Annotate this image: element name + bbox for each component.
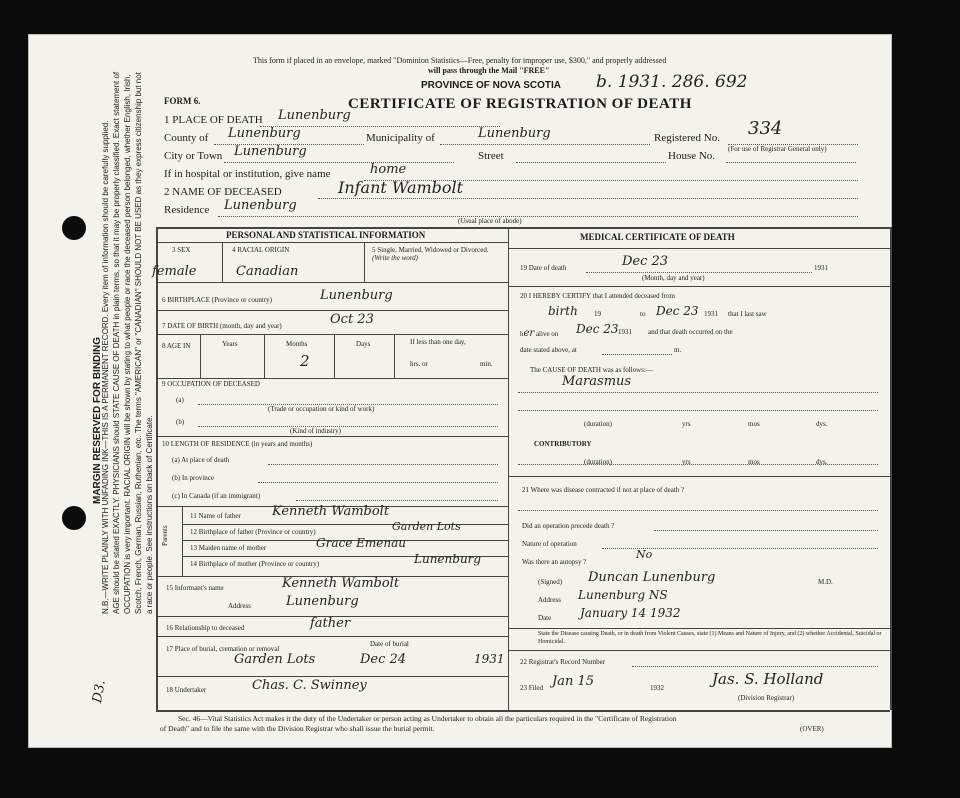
certify-label: 20 I HEREBY CERTIFY that I attended deceased from <box>520 292 675 300</box>
disease-label: 21 Where was disease contracted if not at place of death ? <box>522 486 685 494</box>
filed-date: Jan 15 <box>552 674 595 689</box>
dob-value: Oct 23 <box>330 312 374 327</box>
margin-text: a race or people. See instructions on back of Certificate. <box>145 415 154 614</box>
alive-date: Dec 23 <box>576 322 619 336</box>
handwritten-number: b. 1931. 286. 692 <box>596 72 748 92</box>
registrar-note: (Division Registrar) <box>738 694 795 702</box>
length-residence-label: 10 LENGTH OF RESIDENCE (in years and months) <box>162 440 313 448</box>
nature-label: Nature of operation <box>522 540 577 548</box>
certificate-title: CERTIFICATE OF REGISTRATION OF DEATH <box>348 96 692 112</box>
signed-label: (Signed) <box>538 578 563 586</box>
md-label: M.D. <box>818 578 833 586</box>
burial-place-value: Garden Lots <box>234 652 316 667</box>
last-saw-label: that I last saw <box>728 310 767 318</box>
occ-b-label: (b) <box>176 418 185 426</box>
signed-date-label: Date <box>538 614 552 622</box>
birthplace-label: 6 BIRTHPLACE (Province or country) <box>162 296 273 304</box>
notice-line: will pass through the Mail "FREE" <box>428 66 550 75</box>
mos-label: mos <box>748 420 760 428</box>
signed-date-value: January 14 1932 <box>580 606 681 620</box>
res-a-label: (a) At place of death <box>172 456 230 464</box>
hospital-value: home <box>370 162 407 177</box>
date-of-death-label: 19 Date of death <box>520 264 567 272</box>
relationship-label: 16 Relationship to deceased <box>166 624 245 632</box>
registrar-note: (For use of Registrar General only) <box>728 145 827 153</box>
from-year-label: 19 <box>594 310 601 318</box>
burial-year-value: 1931 <box>474 652 505 666</box>
hrs-label: hrs. or <box>410 360 428 368</box>
registered-value: 334 <box>748 118 783 139</box>
mos-label: mos <box>748 458 760 466</box>
occ-b-note: (Kind of industry) <box>290 427 341 435</box>
date-of-death-year: 1931 <box>814 264 828 272</box>
footer-text: Sec. 46—Vital Statistics Act makes it the duty of the Undertaker or person acting as Undertaker to obtain all the particulars required in the "Certificate of Registration <box>178 714 677 723</box>
place-of-death-value: Lunenburg <box>278 108 351 123</box>
min-label: min. <box>480 360 493 368</box>
occ-a-note: (Trade or occupation or kind of work) <box>268 405 375 413</box>
operation-label: Did an operation precede death ? <box>522 522 615 530</box>
dob-label: 7 DATE OF BIRTH (month, day and year) <box>162 322 282 330</box>
attended-from: birth <box>548 304 578 318</box>
father-birthplace-label: 12 Birthplace of father (Province or country) <box>190 528 316 536</box>
duration-label: (duration) <box>584 458 612 466</box>
relationship-value: father <box>310 616 351 631</box>
occurred-label: and that death occurred on the <box>648 328 733 336</box>
days-label: Days <box>356 340 371 348</box>
margin-text: OCCUPATION is very important. RACIAL ORIGIN will be shown by stating to what people or race the deceased person belonged, whether English, Irish, <box>123 74 132 614</box>
filed-label: 23 Filed <box>520 684 544 692</box>
municipality-label: Municipality of <box>366 132 435 144</box>
burial-date-value: Dec 24 <box>360 652 407 667</box>
address-label: Address <box>538 596 561 604</box>
margin-text: Scotch, French, German, Russian, Ruthenian, etc. The terms "AMERICAN" or "CANADIAN" SHOULD NOT BE USED as they express citizenship but not <box>134 72 143 614</box>
county-label: County of <box>164 132 209 144</box>
less-day-label: If less than one day, <box>410 338 466 346</box>
alive-year: 1931 <box>618 328 632 336</box>
county-value: Lunenburg <box>228 126 301 141</box>
cause-label: The CAUSE OF DEATH was as follows:— <box>530 366 653 374</box>
years-label: Years <box>222 340 238 348</box>
father-label: 11 Name of father <box>190 512 241 520</box>
racial-label: 4 RACIAL ORIGIN <box>232 246 290 254</box>
city-label: City or Town <box>164 150 223 162</box>
autopsy-label: Was there an autopsy ? <box>522 558 587 566</box>
mother-birthplace-label: 14 Birthplace of mother (Province or country) <box>190 560 320 568</box>
to-label: to <box>640 310 646 318</box>
sex-label: 3 SEX <box>172 246 191 254</box>
birthplace-value: Lunenburg <box>320 288 393 303</box>
signed-value: Duncan Lunenburg <box>588 570 716 585</box>
margin-handwriting: D3. <box>90 678 109 705</box>
margin-text: AGE should be stated EXACTLY. PHYSICIANS should STATE CAUSE OF DEATH in plain terms, so that it may be properly classified. Exact statement of <box>112 71 121 614</box>
margin-heading: MARGIN RESERVED FOR BINDING <box>92 336 103 504</box>
margin-text: N.B.—WRITE PLAINLY WITH UNFADING INK—THIS IS A PERMANENT RECORD. Every item of information should be carefully supplied. <box>101 120 110 614</box>
alive-line: her alive on <box>520 328 559 339</box>
place-of-death-label: 1 PLACE OF DEATH <box>164 114 263 126</box>
res-c-label: (c) In Canada (if an immigrant) <box>172 492 261 500</box>
residence-note: (Usual place of abode) <box>458 217 522 225</box>
m-label: m. <box>674 346 682 354</box>
parents-label: Parents <box>161 525 169 546</box>
occ-a-label: (a) <box>176 396 184 404</box>
street-label: Street <box>478 150 504 162</box>
registrar-signature: Jas. S. Holland <box>712 670 824 688</box>
address-value: Lunenburg NS <box>578 588 668 602</box>
certificate-paper <box>28 34 892 748</box>
city-value: Lunenburg <box>234 144 307 159</box>
occupation-label: 9 OCCUPATION OF DECEASED <box>162 380 260 388</box>
attended-to: Dec 23 <box>656 304 699 318</box>
house-label: House No. <box>668 150 716 162</box>
deceased-name: Infant Wambolt <box>338 178 464 197</box>
months-value: 2 <box>300 352 310 370</box>
age-label: 8 AGE IN <box>162 342 191 350</box>
personal-heading: PERSONAL AND STATISTICAL INFORMATION <box>226 230 426 240</box>
municipality-value: Lunenburg <box>478 126 551 141</box>
informant-address-label: Address <box>228 602 251 610</box>
mother-birthplace-value: Lunenburg <box>414 552 482 566</box>
dys-label: dys. <box>816 458 828 466</box>
hospital-label: If in hospital or institution, give name <box>164 168 331 180</box>
registered-label: Registered No. <box>654 132 720 144</box>
binding-hole <box>62 506 86 530</box>
residence-label: Residence <box>164 204 210 216</box>
yrs-label: yrs <box>682 420 691 428</box>
medical-heading: MEDICAL CERTIFICATE OF DEATH <box>580 232 735 242</box>
months-label: Months <box>286 340 308 348</box>
res-b-label: (b) In province <box>172 474 214 482</box>
footer-text: of Death" and to file the same with the Division Registrar who shall issue the burial permit. <box>160 724 435 733</box>
informant-label: 15 Informant's name <box>166 584 224 592</box>
racial-value: Canadian <box>236 264 299 279</box>
burial-label: 17 Place of burial, cremation or removal <box>166 645 280 653</box>
binding-hole <box>62 216 86 240</box>
dys-label: dys. <box>816 420 828 428</box>
cause-value: Marasmus <box>562 374 632 389</box>
informant-address-value: Lunenburg <box>286 594 359 609</box>
undertaker-label: 18 Undertaker <box>166 686 207 694</box>
duration-label: (duration) <box>584 420 612 428</box>
date-stated-label: date stated above, at <box>520 346 577 354</box>
over-label: (OVER) <box>800 725 824 733</box>
undertaker-value: Chas. C. Swinney <box>252 678 367 693</box>
mother-label: 13 Maiden name of mother <box>190 544 267 552</box>
form-number: FORM 6. <box>164 96 201 106</box>
autopsy-value: No <box>636 548 653 561</box>
yrs-label: yrs <box>682 458 691 466</box>
notice-line: This form if placed in an envelope, marked "Dominion Statistics—Free, penalty for improper use, $300," and properly addressed <box>253 56 667 65</box>
status-label: 5 Single, Married, Widowed or Divorced. (Write the word) <box>372 246 489 262</box>
father-value: Kenneth Wambolt <box>272 504 390 519</box>
violent-note: State the Disease causing Death, or in death from Violent Causes, state (1) Means and Nature of Injury, and (2) whether Accidental, Suicidal or Homicidal. <box>538 631 882 645</box>
burial-date-label: Date of burial <box>370 640 409 648</box>
attended-to-year: 1931 <box>704 310 718 318</box>
father-birthplace-value: Garden Lots <box>392 520 461 533</box>
informant-value: Kenneth Wambolt <box>282 576 400 591</box>
name-label: 2 NAME OF DECEASED <box>164 186 282 198</box>
residence-value: Lunenburg <box>224 198 297 213</box>
contributory-label: CONTRIBUTORY <box>534 440 592 448</box>
province-label: PROVINCE OF NOVA SCOTIA <box>421 80 562 91</box>
filed-year: 1932 <box>650 684 664 692</box>
mother-value: Grace Emenau <box>316 536 406 550</box>
date-of-death-value: Dec 23 <box>622 254 669 269</box>
sex-value: female <box>152 264 197 279</box>
record-label: 22 Registrar's Record Number <box>520 658 606 666</box>
date-note: (Month, day and year) <box>642 274 705 282</box>
